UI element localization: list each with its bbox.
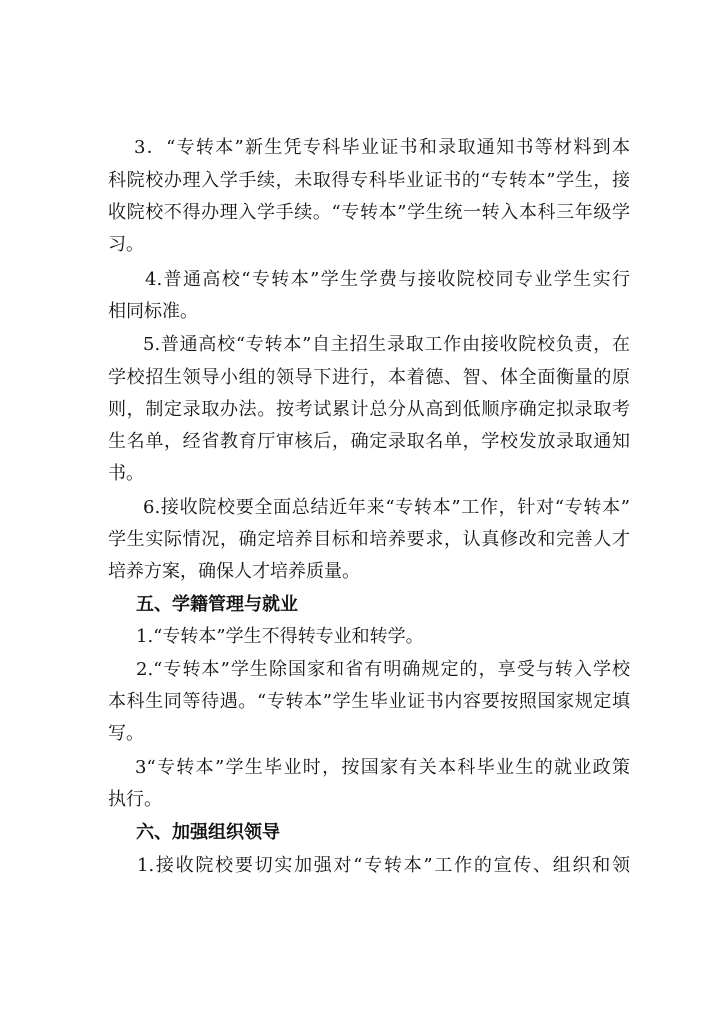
paragraph-line: 写。	[108, 723, 144, 744]
paragraph-line: 6.接收院校要全面总结近年来“专转本”工作，针对“专转本”	[143, 497, 630, 518]
section-heading: 五、学籍管理与就业	[136, 594, 298, 615]
paragraph-line: 学校招生领导小组的领导下进行，本着德、智、体全面衡量的原	[108, 367, 630, 388]
paragraph-line: 1.接收院校要切实加强对“专转本”工作的宣传、组织和领	[137, 855, 630, 876]
paragraph-line: 培养方案，确保人才培养质量。	[108, 561, 360, 582]
paragraph-line: 执行。	[108, 789, 162, 810]
paragraph-line: 相同标准。	[108, 301, 198, 322]
paragraph-line: 学生实际情况，确定培养目标和培养要求，认真修改和完善人才	[108, 529, 630, 550]
paragraph-line: 收院校不得办理入学手续。“专转本”学生统一转入本科三年级学	[108, 202, 630, 223]
paragraph-line: 2.“专转本”学生除国家和省有明确规定的，享受与转入学校	[136, 659, 630, 680]
paragraph-line: 1.“专转本”学生不得转专业和转学。	[136, 626, 424, 647]
paragraph-line: 3．“专转本”新生凭专科毕业证书和录取通知书等材料到本	[134, 137, 630, 158]
paragraph-line: 本科生同等待遇。“专转本”学生毕业证书内容要按照国家规定填	[108, 691, 630, 712]
paragraph-line: 科院校办理入学手续，未取得专科毕业证书的“专转本”学生，接	[108, 170, 630, 191]
paragraph-line: 4.普通高校“专转本”学生学费与接收院校同专业学生实行	[145, 269, 630, 290]
paragraph-line: 3“专转本”学生毕业时，按国家有关本科毕业生的就业政策	[135, 757, 630, 778]
paragraph-line: 习。	[108, 234, 144, 255]
section-heading: 六、加强组织领导	[136, 822, 280, 843]
paragraph-line: 则，制定录取办法。按考试累计总分从高到低顺序确定拟录取考	[108, 399, 630, 420]
paragraph-line: 5.普通高校“专转本”自主招生录取工作由接收院校负责，在	[143, 334, 630, 355]
paragraph-line: 生名单，经省教育厅审核后，确定录取名单，学校发放录取通知	[108, 431, 630, 452]
paragraph-line: 书。	[108, 463, 144, 484]
